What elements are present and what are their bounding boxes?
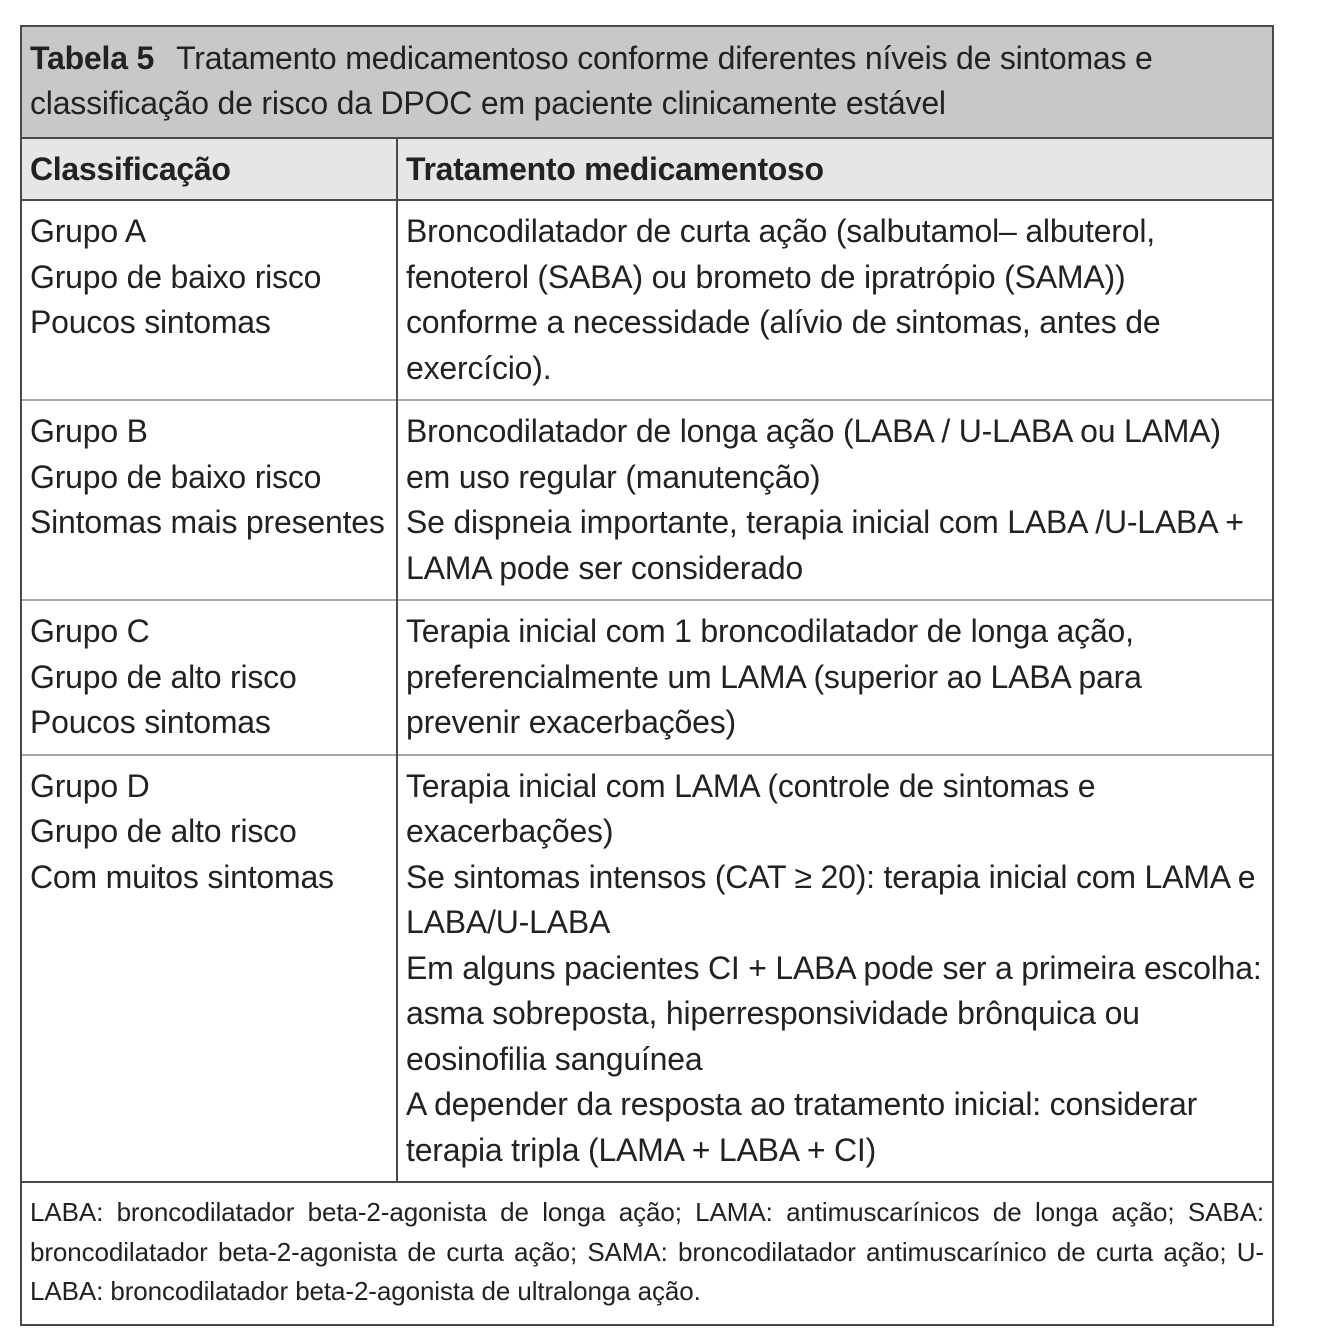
table-header-row	[22, 139, 1272, 200]
table-label: Tabela 5	[30, 40, 155, 76]
symptom-level: Poucos sintomas	[30, 704, 271, 740]
classification-cell	[22, 400, 397, 600]
table-footnote: LABA: broncodilatador beta-2-agonista de longa ação; LAMA: antimuscarínicos de longa ação; SABA: broncodilatador beta-2-agonista de curta ação; SAMA: broncodilatador antimuscarínico de curta ação; U-LABA: broncodilatador beta-2-agonista de ultralonga ação.	[22, 1181, 1272, 1324]
table-row	[22, 755, 1272, 1182]
risk-level: Grupo de alto risco	[30, 658, 297, 695]
risk-level: Grupo de alto risco	[30, 813, 297, 849]
table-title: Tratamento medicamentoso conforme diferentes níveis de sintomas e classificação de risco da DPOC em paciente clinicamente estável	[30, 40, 1153, 121]
table-caption	[22, 27, 1272, 139]
treatment-text: Terapia inicial com 1 broncodilatador de longa ação, preferencialmente um LAMA (superior ao LABA para prevenir exacerbações)	[406, 613, 1142, 740]
table-grid	[22, 139, 1272, 1181]
group-name: Grupo C	[30, 613, 150, 649]
table-row	[22, 400, 1272, 600]
treatment-text: Broncodilatador de curta ação (salbutamol– albuterol, fenoterol (SABA) ou brometo de ipratrópio (SAMA)) conforme a necessidade (alívio de sintomas, antes de exercício).	[406, 213, 1161, 386]
symptom-level: Sintomas mais presentes	[30, 504, 385, 540]
risk-level: Grupo de baixo risco	[30, 458, 322, 495]
risk-level: Grupo de baixo risco	[30, 258, 322, 295]
treatment-table	[20, 25, 1274, 1326]
symptom-level: Com muitos sintomas	[30, 858, 334, 895]
table-row	[22, 600, 1272, 755]
classification-cell	[22, 600, 397, 755]
column-header-classification: Classificação	[22, 139, 397, 200]
treatment-text: Se sintomas intensos (CAT ≥ 20): terapia inicial com LAMA e LABA/U-LABA	[406, 858, 1256, 940]
treatment-text: Se dispneia importante, terapia inicial com LABA /U-LABA + LAMA pode ser considerado	[406, 504, 1244, 586]
treatment-cell	[397, 400, 1272, 600]
table-row	[22, 200, 1272, 400]
symptom-level: Poucos sintomas	[30, 304, 271, 340]
classification-cell	[22, 755, 397, 1182]
treatment-text: Em alguns pacientes CI + LABA pode ser a primeira escolha: asma sobreposta, hiperresponsividade brônquica ou eosinofilia sanguínea	[406, 949, 1262, 1077]
classification-cell	[22, 200, 397, 400]
column-header-treatment: Tratamento medicamentoso	[397, 139, 1272, 200]
group-name: Grupo A	[30, 213, 147, 249]
group-name: Grupo B	[30, 413, 148, 449]
treatment-cell	[397, 755, 1272, 1182]
treatment-text: Terapia inicial com LAMA (controle de sintomas e exacerbações)	[406, 767, 1096, 849]
treatment-text: Broncodilatador de longa ação (LABA / U-LABA ou LAMA) em uso regular (manutenção)	[406, 413, 1221, 495]
group-name: Grupo D	[30, 767, 150, 804]
treatment-cell	[397, 600, 1272, 755]
treatment-text: A depender da resposta ao tratamento inicial: considerar terapia tripla (LAMA + LABA + CI)	[406, 1086, 1198, 1168]
treatment-cell	[397, 200, 1272, 400]
